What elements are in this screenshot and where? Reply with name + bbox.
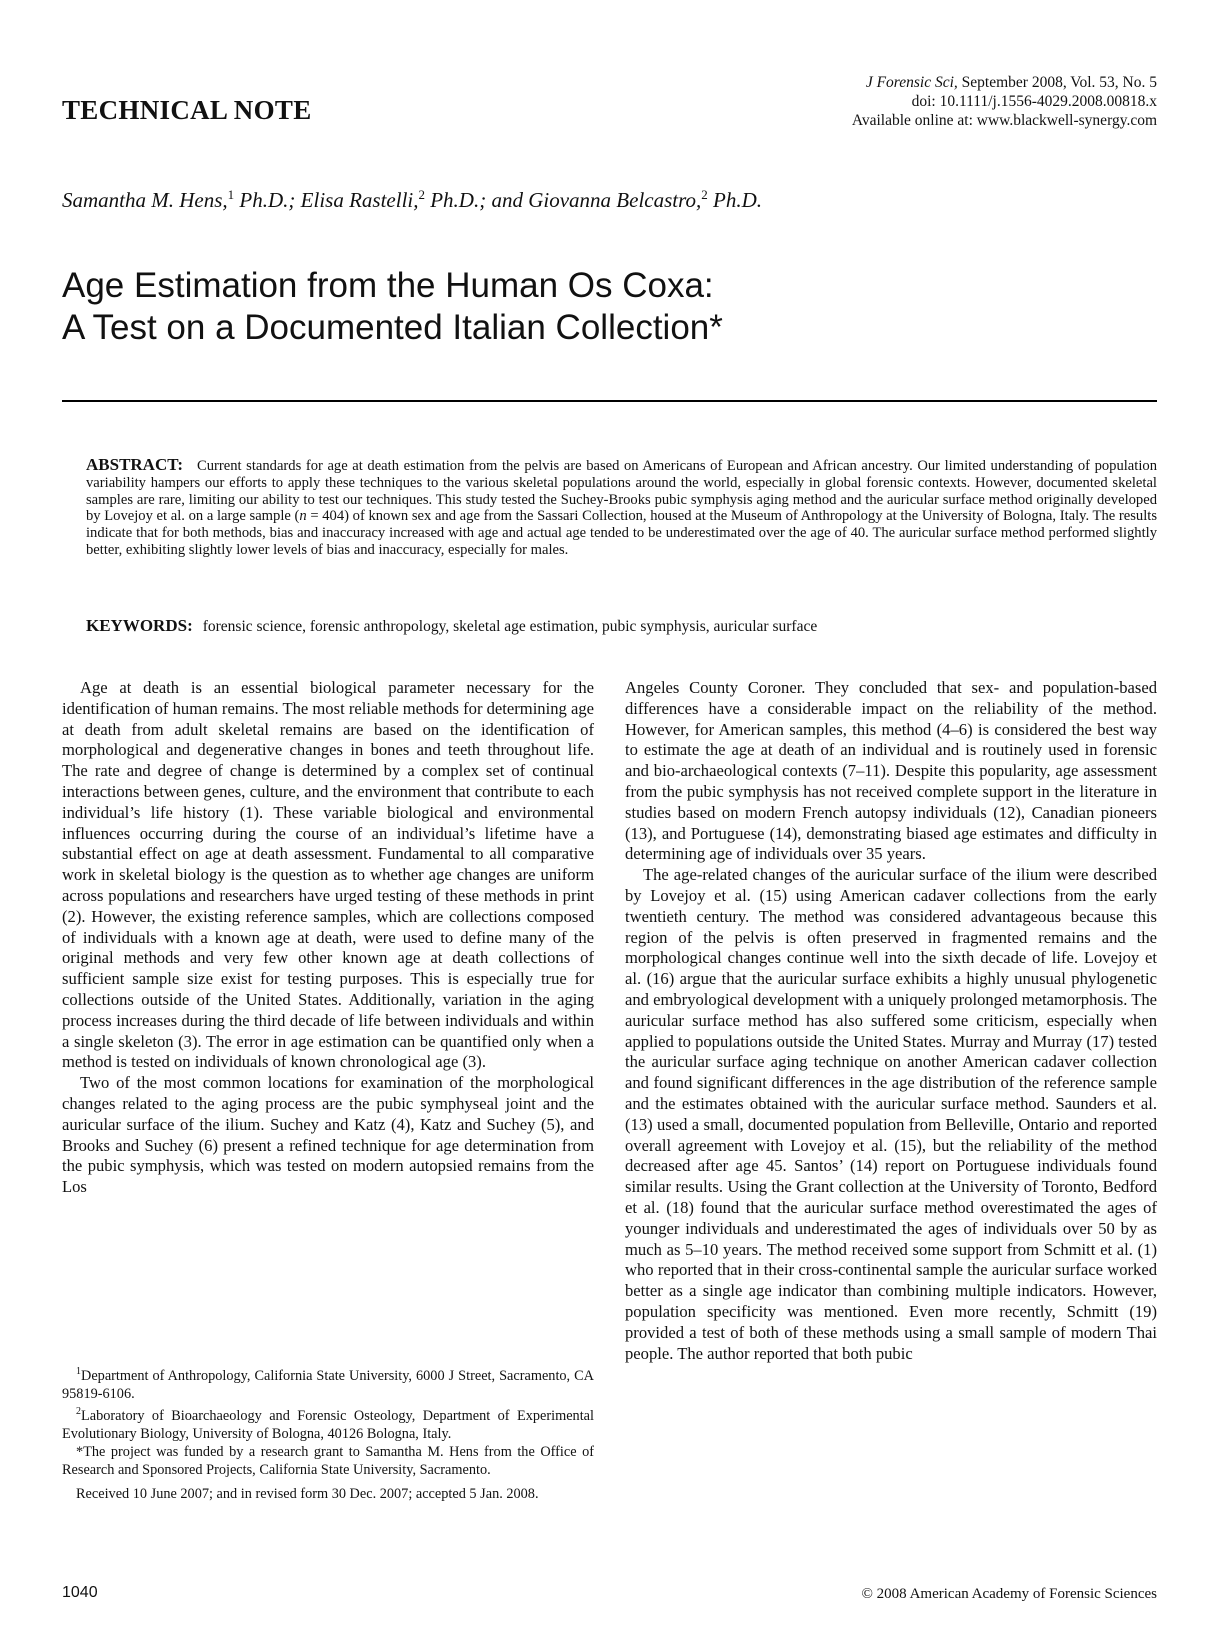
abstract <box>86 457 1157 559</box>
footnote-text: Department of Anthropology, California State University, 6000 J Street, Sacramento, CA 95819-6106. <box>62 1367 594 1402</box>
abstract-label: ABSTRACT: <box>86 455 183 474</box>
author-degree: Ph.D. <box>707 188 763 212</box>
author-name: Elisa Rastelli, <box>300 188 419 212</box>
journal-citation <box>852 73 1157 130</box>
body-paragraph: Two of the most common locations for examination of the morphological changes related to the aging process are the pubic symphyseal joint and the auricular surface of the ilium. Suchey and Katz (4), Katz and Suchey (5), and Brooks and Suchey (6) present a refined technique for age determination from the pubic symphysis, which was tested on modern autopsied remains from the Los <box>62 1073 594 1197</box>
affiliation-mark: 2 <box>418 187 425 202</box>
doi: doi: 10.1111/j.1556-4029.2008.00818.x <box>911 93 1157 110</box>
footnote-mark: 2 <box>76 1405 81 1417</box>
author-name: Samantha M. Hens, <box>62 188 228 212</box>
footnote-mark: 1 <box>76 1366 81 1377</box>
footnote-funding: *The project was funded by a research grant to Samantha M. Hens from the Office of Research and Sponsored Projects, California State University, Sacramento. <box>62 1443 594 1478</box>
abstract-text: = 404) of known sex and age from the Sassari Collection, housed at the Museum of Anthropology at the University of Bologna, Italy. The results indicate that for both methods, bias and inaccuracy increased with age and actual age tended to be underestimated over the age of 40. The auricular surface method performed slightly better, exhibiting slightly lower levels of bias and inaccuracy, especially for males. <box>86 508 1157 558</box>
affiliation-mark: 2 <box>701 187 708 202</box>
copyright-notice: © 2008 American Academy of Forensic Sciences <box>861 1586 1157 1602</box>
journal-issue-line <box>852 73 1157 92</box>
author-degree: Ph.D.; <box>234 188 301 212</box>
author-list <box>62 187 762 213</box>
affiliation-mark: 1 <box>227 187 235 202</box>
body-column-right <box>625 678 1157 1364</box>
title-line: Age Estimation from the Human Os Coxa: <box>62 266 714 305</box>
title-divider <box>62 400 1157 402</box>
title-line: A Test on a Documented Italian Collection* <box>62 308 723 347</box>
footnotes <box>62 1363 594 1503</box>
footnote <box>62 1403 594 1443</box>
body-paragraph: The age-related changes of the auricular surface of the ilium were described by Lovejoy et al. (15) using American cadaver collections from the early twentieth century. The method was considered advantageous because this region of the pelvis is often preserved in fragmented remains and the morphological changes continue well into the sixth decade of life. Lovejoy et al. (16) argue that the auricular surface exhibits a highly unusual phylogenetic and embryological development with a uniquely prolonged metamorphosis. The auricular surface method has also suffered some criticism, especially when applied to populations outside the United States. Murray and Murray (17) tested the auricular surface aging technique on another American cadaver collection and found significant differences in the age distribution of the reference sample and the estimates obtained with the auricular surface method. Saunders et al. (13) used a small, documented population from Belleville, Ontario and reported overall agreement with Lovejoy et al. (15), but the reliability of the method decreased after age 45. Santos’ (14) report on Portuguese individuals found similar results. Using the Grant collection at the University of Toronto, Bedford et al. (18) found that the auricular surface method overestimated the ages of younger individuals and underestimated the ages of individuals over 50 by as much as 5–10 years. The method received some support from Schmitt et al. (1) who reported that in their cross-continental sample the auricular surface worked better as a single age indicator than combining multiple indicators. However, population specificity was mentioned. Even more recently, Schmitt (19) provided a test of both of these methods using a small sample of modern Thai people. The author reported that both pubic <box>625 865 1157 1363</box>
article-title <box>62 265 723 349</box>
abstract-text: Current standards for age at death estimation from the pelvis are based on Americans of European and African ancestry. Our limited understanding of population variability hampers our efforts to apply these techniques to the various skeletal populations around the world, especially in global forensic contexts. However, documented skeletal samples are rare, limiting our ability to test our techniques. This study tested the Suchey-Brooks pubic symphysis aging method and the auricular surface method originally developed by Lovejoy et al. on a large sample ( <box>86 458 1157 525</box>
author-degree: Ph.D.; and <box>424 188 529 212</box>
footnote-text: Laboratory of Bioarchaeology and Forensic Osteology, Department of Experimental Evolutionary Biology, University of Bologna, 40126 Bologna, Italy. <box>62 1407 594 1442</box>
keywords <box>86 616 817 636</box>
section-label: TECHNICAL NOTE <box>62 95 312 125</box>
received-dates: Received 10 June 2007; and in revised form 30 Dec. 2007; accepted 5 Jan. 2008. <box>76 1485 539 1502</box>
keywords-label: KEYWORDS: <box>86 616 193 635</box>
body-paragraph: Angeles County Coroner. They concluded that sex- and population-based differences have a considerable impact on the reliability of the method. However, for American samples, this method (4–6) is considered the best way to estimate the age at death of an individual and is routinely used in forensic and bio-archaeological contexts (7–11). Despite this popularity, age assessment from the pubic symphysis has not received complete support in the literature in studies based on modern French autopsy individuals (12), Canadian pioneers (13), and Portuguese (14), demonstrating biased age estimates and difficulty in determining age of individuals over 35 years. <box>625 678 1157 864</box>
footnote <box>62 1363 594 1403</box>
abstract-text-n: n <box>299 508 307 525</box>
body-column-left <box>62 678 594 1198</box>
page-number: 1040 <box>62 1584 98 1601</box>
keywords-text: forensic science, forensic anthropology, skeletal age estimation, pubic symphysis, auricular surface <box>202 618 818 635</box>
journal-name: J Forensic Sci, <box>865 74 958 91</box>
journal-issue: September 2008, Vol. 53, No. 5 <box>957 74 1157 91</box>
online-availability: Available online at: www.blackwell-synergy.com <box>851 112 1157 129</box>
body-paragraph: Age at death is an essential biological parameter necessary for the identification of human remains. The most reliable methods for determining age at death from adult skeletal remains are based on the identification of morphological and degenerative changes in bones and teeth throughout life. The rate and degree of change is determined by a complex set of continual interactions between genes, culture, and the environment that contribute to each individual’s life history (1). These variable biological and environmental influences occurring during the course of an individual’s lifetime have a substantial effect on age at death assessment. Fundamental to all comparative work in skeletal biology is the question as to whether age changes are uniform across populations and researchers have urged testing of these methods in print (2). However, the existing reference samples, which are collections composed of individuals with a known age at death, were used to define many of the original methods and very few other known age at death collections of sufficient sample size exist for testing purposes. This is especially true for collections outside of the United States. Additionally, variation in the aging process increases during the third decade of life between individuals and within a single skeleton (3). The error in age estimation can be quantified only when a method is tested on individuals of known chronological age (3). <box>62 678 594 1072</box>
author-name: Giovanna Belcastro, <box>528 188 702 212</box>
